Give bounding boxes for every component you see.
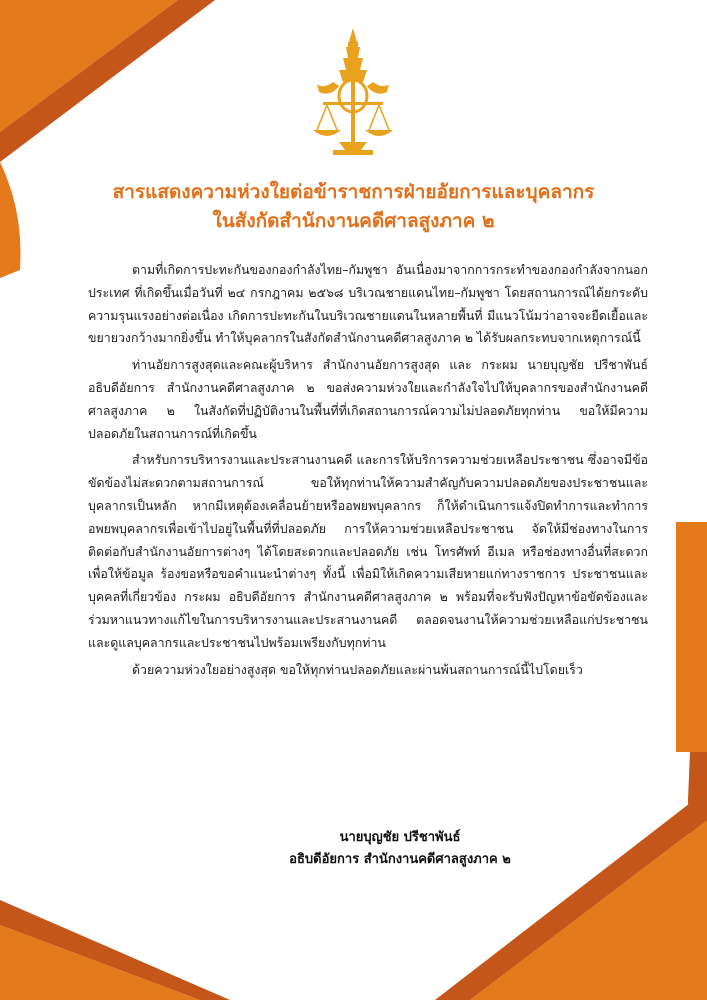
letter-body (88, 259, 648, 685)
paragraph-2: ท่านอัยการสูงสุดและคณะผู้บริหาร สำนักงานอัยการสูงสุด และ กระผม นายบุญชัย ปรีชาพันธ์ อธิบดีอัยการ สำนักงานคดีศาลสูงภาค ๒ ขอส่งความห่วงใยและกำลังใจไปให้บุคลากรของสำนักงานคดีศาลสูงภาค ๒ ในสังกัดที่ปฏิบัติงานในพื้นที่ที่เกิดสถานการณ์ความไม่ปลอดภัยทุกท่าน ขอให้มีความปลอดภัยในสถานการณ์ที่เกิดขึ้น (88, 357, 648, 441)
title-line-2: ในสังกัดสำนักงานคดีศาลสูงภาค ๒ (212, 210, 495, 232)
left-curved-band (0, 162, 20, 278)
page-title (50, 178, 657, 236)
title-line-1: สารแสดงความห่วงใยต่อข้าราชการฝ่ายอัยการและบุคลากร (112, 181, 595, 203)
signer-name: นายบุญชัย ปรีชาพันธ์ (339, 830, 461, 845)
signature-block (150, 827, 650, 871)
right-vertical-bar (676, 522, 707, 752)
paragraph-1: ตามที่เกิดการปะทะกันของกองกำลังไทย–กัมพูชา อันเนื่องมาจากการกระทำของกองกำลังจากนอกประเทศ ที่เกิดขึ้นเมื่อวันที่ ๒๔ กรกฎาคม ๒๕๖๘ บริเวณชายแดนไทย–กัมพูชา โดยสถานการณ์ได้ยกระดับความรุนแรงอย่างต่อเนื่อง เกิดการปะทะกันในบริเวณชายแดนในหลายพื้นที่ มีแนวโน้มว่าอาจจะยืดเยื้อและขยายวงกว้างมากยิ่งขึ้น ทำให้บุคลากรในสังกัดสำนักงานคดีศาลสูงภาค ๒ ได้รับผลกระทบจากเหตุการณ์นี้ (88, 262, 648, 346)
signer-position: อธิบดีอัยการ สำนักงานคดีศาลสูงภาค ๒ (289, 852, 511, 867)
scales-of-justice-emblem-icon (303, 26, 403, 160)
paragraph-3: สำหรับการบริหารงานและประสานงานคดี และการให้บริการความช่วยเหลือประชาชน ซึ่งอาจมีข้อขัดข้องไม่สะดวกตามสถานการณ์ ขอให้ทุกท่านให้ความสำคัญกับความปลอดภัยของประชาชนและบุคลากรเป็นหลัก หากมีเหตุต้องเคลื่อนย้ายหรืออพยพบุคลากร ก็ให้ดำเนินการแจ้งปิดทำการและทำการอพยพบุคลากรเพื่อเข้าไปอยู่ในพื้นที่ที่ปลอดภัย การให้ความช่วยเหลือประชาชน จัดให้มีช่องทางในการติดต่อกับสำนักงานอัยการต่างๆ ได้โดยสะดวกและปลอดภัย เช่น โทรศัพท์ อีเมล หรือช่องทางอื่นที่สะดวก เพื่อให้ข้อมูล ร้องขอหรือขอคำแนะนำต่างๆ ทั้งนี้ เพื่อมิให้เกิดความเสียหายแก่ทางราชการ ประชาชนและบุคคลที่เกี่ยวข้อง กระผม อธิบดีอัยการ สำนักงานคดีศาลสูงภาค ๒ พร้อมที่จะรับฟังปัญหาข้อขัดข้องและร่วมหาแนวทางแก้ไขในการบริหารงานและประสานงานคดี ตลอดจนงานให้ความช่วยเหลือแก่ประชาชนและดูแลบุคลากรและประชาชนไปพร้อมเพรียงกับทุกท่าน (88, 452, 648, 650)
paragraph-4: ด้วยความห่วงใยอย่างสูงสุด ขอให้ทุกท่านปลอดภัยและผ่านพ้นสถานการณ์นี้ไปโดยเร็ว (132, 661, 583, 677)
